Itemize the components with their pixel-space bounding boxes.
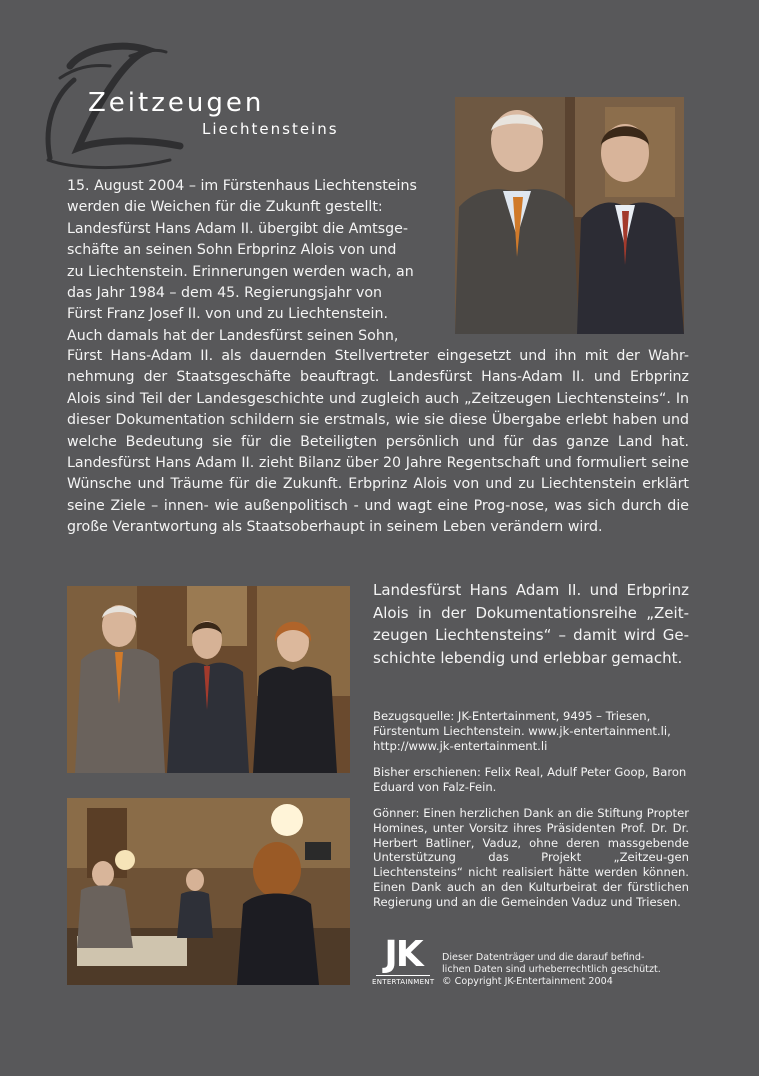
- copyright-notice: [442, 952, 682, 989]
- page-subtitle: Liechtensteins: [202, 120, 339, 138]
- logo-letters: JK: [384, 934, 422, 975]
- source-info: Bezugsquelle: JK-Entertainment, 9495 – Triesen, Fürstentum Liechtenstein. www.jk-entertainment.li, http://www.jk-entertainment.li: [373, 709, 671, 753]
- logo-divider: [376, 975, 430, 976]
- intro-line: das Jahr 1984 – dem 45. Regierungsjahr von: [67, 285, 383, 302]
- intro-paragraph: [67, 176, 452, 347]
- copyright-line: lichen Daten sind urheberrechtlich geschützt.: [442, 964, 661, 976]
- intro-line: 15. August 2004 – im Fürstenhaus Liechtensteins: [67, 178, 417, 194]
- jk-entertainment-logo: [372, 934, 435, 990]
- logo-tagline: ENTERTAINMENT: [372, 978, 435, 986]
- copyright-line: © Copyright JK-Entertainment 2004: [442, 976, 613, 988]
- page-title: Zeitzeugen: [88, 88, 265, 118]
- published-list: Bisher erschienen: Felix Real, Adulf Peter Goop, Baron Eduard von Falz-Fein.: [373, 765, 687, 794]
- photo-prince-and-son: [455, 97, 684, 334]
- copyright-line: Dieser Datenträger und die darauf befind-: [442, 952, 645, 963]
- photo-caption: Landesfürst Hans Adam II. und Erbprinz Alois in der Dokumentationsreihe „Zeit-zeugen Liechtensteins“ – damit wird Ge-schichte lebendig und erlebbar gemacht.: [373, 581, 689, 667]
- photo-interview-seated: [67, 798, 350, 985]
- photo-interview-standing: [67, 586, 350, 773]
- body-paragraph: Fürst Hans-Adam II. als dauernden Stellvertreter eingesetzt und ihn mit der Wahr-nehmung der Staatsgeschäfte beauftragt. Landesfürst Hans-Adam II. und Erbprinz Alois sind Teil der Landesgeschichte und zugleich auch „Zeitzeugen Liechtensteins“. In dieser Dokumentation schildern sie erstmals, wie sie diese Übergabe erlebt haben und welche Bedeutung sie für die Beteiligten persönlich und für das ganze Land hat. Landesfürst Hans Adam II. zieht Bilanz über 20 Jahre Regentschaft und formuliert seine Wünsche und Träume für die Zukunft. Erbprinz Alois von und zu Liechtenstein erklärt seine Ziele – innen- wie außenpolitisch - und wagt eine Prog-nose, was sich durch die große Verantwortung als Staatsoberhaupt in seinem Leben verändern wird.: [67, 348, 689, 536]
- intro-line: werden die Weichen für die Zukunft gestellt:: [67, 199, 383, 216]
- intro-line: Auch damals hat der Landesfürst seinen Sohn,: [67, 327, 399, 344]
- intro-line: Fürst Franz Josef II. von und zu Liechtenstein.: [67, 306, 388, 323]
- intro-line: Landesfürst Hans Adam II. übergibt die Amtsge-: [67, 220, 408, 237]
- intro-line: schäfte an seinen Sohn Erbprinz Alois von und: [67, 242, 397, 259]
- intro-line: zu Liechtenstein. Erinnerungen werden wach, an: [67, 263, 414, 280]
- sponsor-thanks: Gönner: Einen herzlichen Dank an die Stiftung Propter Homines, unter Vorsitz ihres Präsidenten Prof. Dr. Dr. Herbert Batliner, Vaduz, ohne deren massgebende Unterstützung das Projekt „Zeitzeu-gen Liechtensteins“ nicht realisiert hätte werden können. Einen Dank auch an den Kulturbeirat der fürstlichen Regierung und an die Gemeinden Vaduz und Triesen.: [373, 806, 689, 909]
